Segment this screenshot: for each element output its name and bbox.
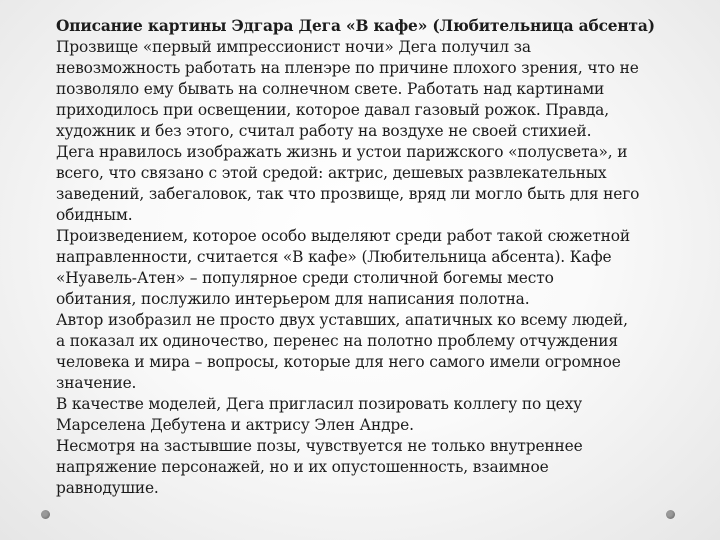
text-line: Прозвище «первый импрессионист ночи» Дега получил за [56, 38, 531, 56]
text-line: человека и мира – вопросы, которые для него самого имели огромное [56, 353, 621, 371]
text-line: равнодушие. [56, 479, 159, 497]
text-line: Произведением, которое особо выделяют среди работ такой сюжетной [56, 227, 630, 245]
decorative-dot-right [666, 510, 675, 519]
text-line: невозможность работать на пленэре по причине плохого зрения, что не [56, 59, 639, 77]
slide-title: Описание картины Эдгара Дега «В кафе» (Любительница абсента) [56, 17, 655, 35]
slide-text-block [56, 16, 696, 499]
text-line: художник и без этого, считал работу на воздухе не своей стихией. [56, 122, 592, 140]
text-line: Марселена Дебутена и актрису Элен Андре. [56, 416, 414, 434]
text-line: всего, что связано с этой средой: актрис, дешевых развлекательных [56, 164, 607, 182]
text-line: Дега нравилось изображать жизнь и устои парижского «полусвета», и [56, 143, 628, 161]
text-line: значение. [56, 374, 137, 392]
text-line: а показал их одиночество, перенес на полотно проблему отчуждения [56, 332, 618, 350]
text-line: В качестве моделей, Дега пригласил позировать коллегу по цеху [56, 395, 582, 413]
text-line: напряжение персонажей, но и их опустошенность, взаимное [56, 458, 549, 476]
text-line: направленности, считается «В кафе» (Любительница абсента). Кафе [56, 248, 612, 266]
text-line: позволяло ему бывать на солнечном свете. Работать над картинами [56, 80, 605, 98]
text-line: обитания, послужило интерьером для написания полотна. [56, 290, 530, 308]
text-line: заведений, забегаловок, так что прозвище, вряд ли могло быть для него [56, 185, 640, 203]
decorative-dot-left [41, 510, 50, 519]
text-line: Автор изобразил не просто двух уставших, апатичных ко всему людей, [56, 311, 628, 329]
text-line: «Нуавель-Атен» – популярное среди столичной богемы место [56, 269, 554, 287]
text-line: обидным. [56, 206, 133, 224]
text-line: приходилось при освещении, которое давал газовый рожок. Правда, [56, 101, 609, 119]
text-line: Несмотря на застывшие позы, чувствуется не только внутреннее [56, 437, 583, 455]
